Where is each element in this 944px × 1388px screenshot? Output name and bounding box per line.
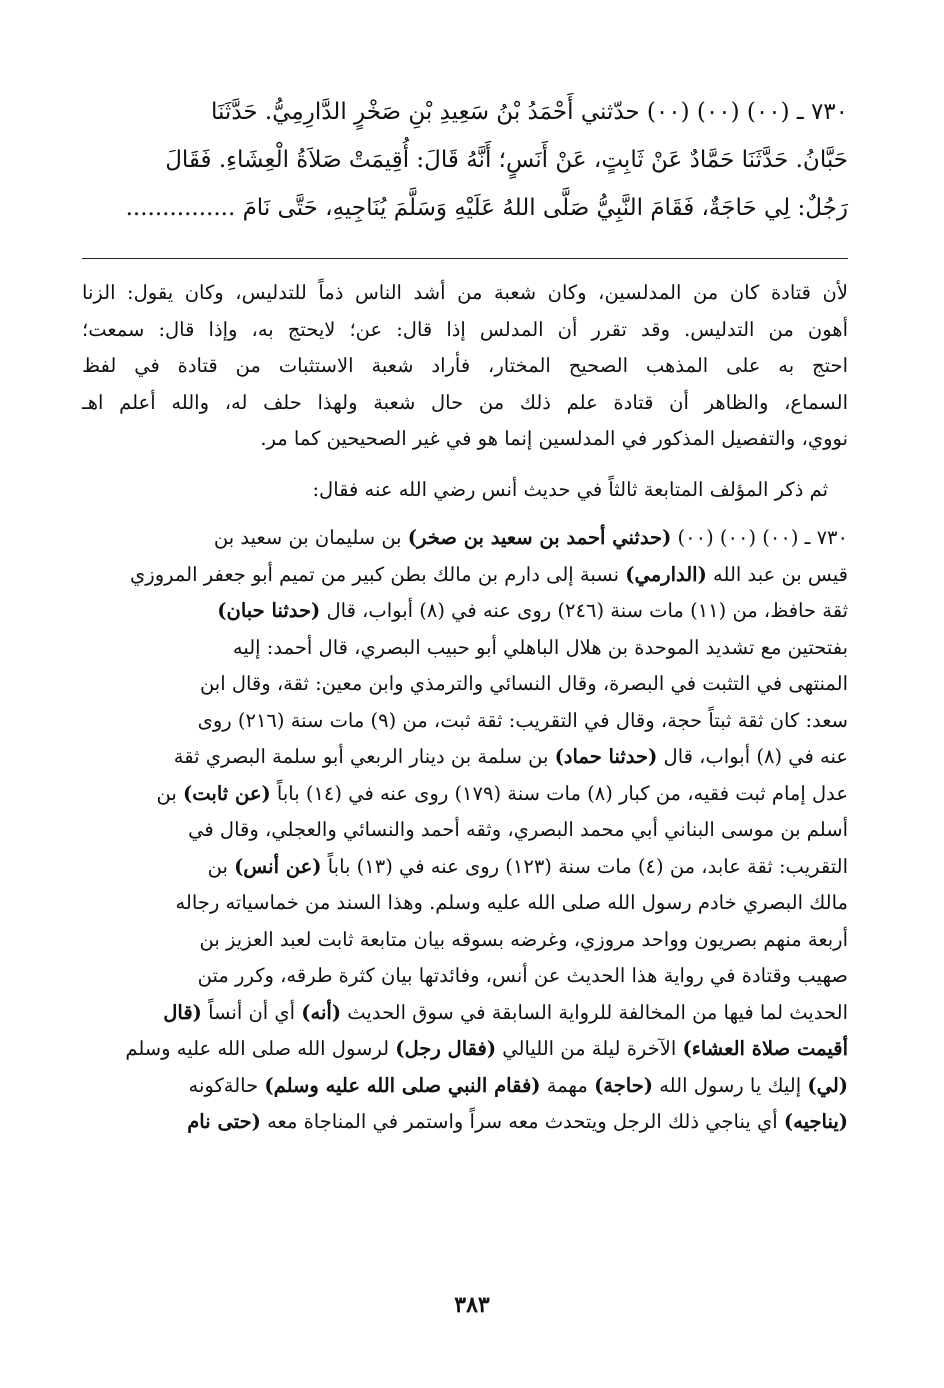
footnote-line: أهون من التدليس. وقد تقرر أن المدلس إذا قال: عن؛ لايحتج به، وإذا قال: سمعت؛ [82,317,848,341]
commentary-line: أربعة منهم بصريون وواحد مروزي، وغرضه بسوقه بيان متابعة ثابت لعبد العزيز بن [199,927,848,951]
commentary-line: (لي) إليك يا رسول الله (حاجة) مهمة (فقام النبي صلى الله عليه وسلم) حالةكونه [188,1073,848,1097]
commentary-line: عدل إمام ثبت فقيه، من كبار (٨) مات سنة (١٧٩) روى عنه في (١٤) باباً (عن ثابت) بن [156,781,848,805]
commentary-line: المنتهى في التثبت في البصرة، وقال النسائي والترمذي وابن معين: ثقة، وقال ابن [199,672,848,695]
commentary-line: عنه في (٨) أبواب، قال (حدثنا حماد) بن سلمة بن دينار الربعي أبو سلمة البصري ثقة [173,745,848,768]
footnote-separator [82,258,848,259]
page-number: ٣٨٣ [454,1292,490,1318]
commentary-line: قيس بن عبد الله (الدارمي) نسبة إلى دارم بن مالك بطن كبير من تميم أبو جعفر المروزي [130,562,848,586]
commentary-line: (يناجيه) أي يناجي ذلك الرجل ويتحدث معه سراً واستمر في المناجاة معه (حتى نام [187,1110,848,1133]
commentary-line: مالك البصري خادم رسول الله صلى الله عليه وسلم. وهذا السند من خماسياته رجاله [175,891,848,914]
footnote-line: احتج به على المذهب الصحيح المختار، فأراد شعبة الاستثبات من قتادة في لفظ [82,354,848,377]
section-intro: ثم ذكر المؤلف المتابعة ثالثاً في حديث أنس رضي الله عنه فقال: [312,477,828,501]
hadith-text [82,88,848,232]
commentary-line: بفتحتين مع تشديد الموحدة بن هلال الباهلي أبو حبيب البصري، قال أحمد: إليه [232,635,848,659]
commentary-line: ثقة حافظ، من (١١) مات سنة (٢٤٦) روى عنه في (٨) أبواب، قال (حدثنا حبان) [217,599,848,622]
hadith-line: رَجُلٌ: لِي حَاجَةٌ، فَقَامَ النَّبِيُّ صَلَّى اللهُ عَلَيْهِ وَسَلَّمَ يُنَاجِيهِ، حَتَّى نَامَ ............... [125,195,848,221]
commentary-line: صهيب وقتادة في رواية هذا الحديث عن أنس، وفائدتها بيان كثرة طرقه، وكرر متن [197,964,848,987]
commentary-line: سعد: كان ثقة ثبتاً حجة، وقال في التقريب: ثقة ثبت، من (٩) مات سنة (٢١٦) روى [197,708,848,732]
commentary-line: ٧٣٠ ـ (٠٠) (٠٠) (٠٠) (حدثني أحمد بن سعيد بن صخر) بن سليمان بن سعيد بن [213,526,848,549]
hadith-line: ٧٣٠ ـ (٠٠) (٠٠) (٠٠) حدّثني أَحْمَدُ بْنُ سَعِيدِ بْنِ صَخْرٍ الدَّارِمِيُّ. حَدَّثَنَا [210,99,848,125]
footnote [82,275,848,458]
commentary-line: أسلم بن موسى البناني أبي محمد البصري، وثقه أحمد والنسائي والعجلي، وقال في [188,818,848,841]
footnote-line: السماع، والظاهر أن قتادة علم ذلك من حال شعبة ولهذا حلف له، والله أعلم اهـ [82,390,848,414]
commentary-line: الحديث لما فيها من المخالفة للرواية السابقة في سوق الحديث (أنه) أي أن أنساً (قال [163,1000,848,1024]
commentary-line: أقيمت صلاة العشاء) الآخرة ليلة من الليالي (فقال رجل) لرسول الله صلى الله عليه وسلم [125,1037,848,1060]
footnote-line: لأن قتادة كان من المدلسين، وكان شعبة من أشد الناس ذماً للتدليس، وكان يقول: الزنا [82,281,848,304]
hadith-line: حَبَّانُ. حَدَّثَنَا حَمَّادٌ عَنْ ثَابِتٍ، عَنْ أَنَسٍ؛ أَنَّهُ قَالَ: أُقِيمَتْ صَلاَةُ الْعِشَاءِ. فَقَالَ [165,147,848,173]
commentary-line: التقريب: ثقة عابد، من (٤) مات سنة (١٢٣) روى عنه في (١٣) باباً (عن أنس) بن [207,854,848,878]
commentary [82,472,848,1141]
page-content [82,88,848,1141]
footnote-line: نووي، والتفصيل المذكور في المدلسين إنما هو في غير الصحيحين كما مر. [260,427,848,450]
